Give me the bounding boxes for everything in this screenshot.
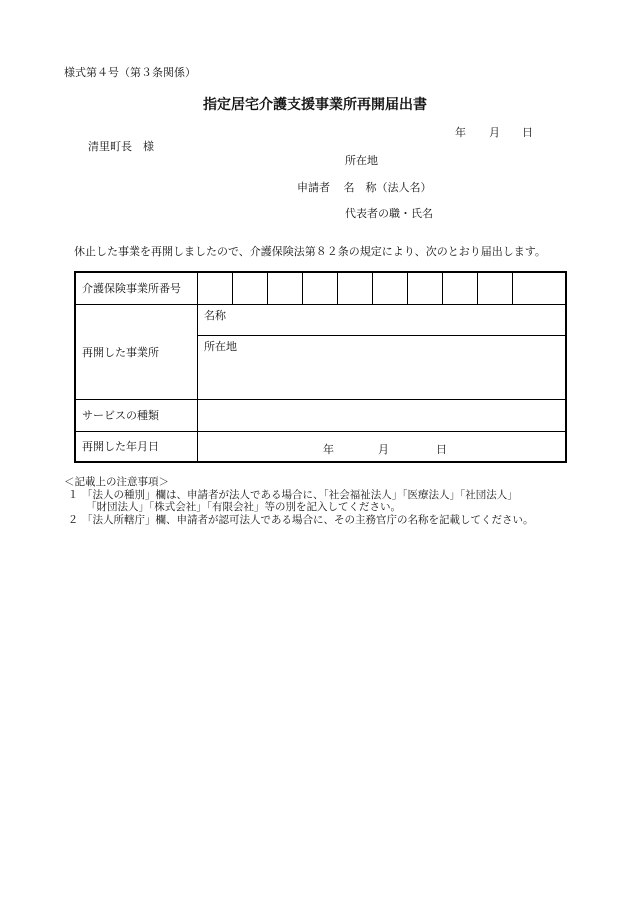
note-item <box>64 501 534 514</box>
reopened-office-label: 再開した事業所 <box>75 304 198 399</box>
note-item <box>64 514 534 527</box>
note-text: 「財団法人」「株式会社」「有限会社」等の別を記入してください。 <box>86 501 401 513</box>
service-type-label: サービスの種類 <box>75 399 198 431</box>
reopened-office-row <box>75 304 566 399</box>
date-month-label: 月 <box>489 126 500 139</box>
reopen-form-table <box>74 271 567 463</box>
note-text: 「法人所轄庁」欄、申請者が認可法人である場合に、その主務官庁の名称を記載してください。 <box>82 513 534 526</box>
office-address-label: 所在地 <box>204 339 237 353</box>
note-number <box>64 501 82 514</box>
reopen-date-field[interactable] <box>198 431 567 462</box>
applicant-address-label: 所在地 <box>345 154 378 167</box>
office-number-digit-3[interactable] <box>268 272 303 304</box>
office-number-digit-4[interactable] <box>303 272 338 304</box>
document-title: 指定居宅介護支援事業所再開届出書 <box>203 97 427 113</box>
note-text: 「法人の種別」欄は、申請者が法人である場合に、「社会福祉法人」「医療法人」「社団法人」 <box>82 488 518 501</box>
date-day-label: 日 <box>522 126 533 139</box>
body-text: 休止した事業を再開しましたので、介護保険法第８２条の規定により、次のとおり届出します。 <box>74 245 546 258</box>
applicant-block <box>297 179 432 195</box>
office-number-label: 介護保険事業所番号 <box>75 272 198 304</box>
form-number: 様式第４号（第３条関係） <box>64 66 196 79</box>
addressee: 清里町長 様 <box>88 140 154 153</box>
service-type-field[interactable] <box>198 399 567 431</box>
reopen-month-label: 月 <box>378 442 389 456</box>
date-year-label: 年 <box>455 126 466 139</box>
reopen-date-label: 再開した年月日 <box>75 431 198 462</box>
note-number: ２ <box>67 513 79 526</box>
service-type-row <box>75 399 566 431</box>
applicant-label: 申請者 <box>297 181 330 194</box>
office-number-digit-1[interactable] <box>198 272 233 304</box>
reopened-office-cell <box>198 304 567 399</box>
office-number-row <box>75 272 566 304</box>
office-number-digit-7[interactable] <box>408 272 443 304</box>
notes-section <box>64 476 534 526</box>
reopen-day-label: 日 <box>436 442 447 456</box>
office-name-label: 名称 <box>204 308 226 322</box>
notes-heading: ＜記載上の注意事項＞ <box>64 476 169 488</box>
office-number-digit-2[interactable] <box>233 272 268 304</box>
office-name-field[interactable] <box>198 305 565 336</box>
note-item <box>64 489 534 502</box>
office-number-digit-10[interactable] <box>513 272 566 304</box>
office-number-digit-5[interactable] <box>338 272 373 304</box>
reopen-year-label: 年 <box>323 442 334 456</box>
representative-label: 代表者の職・氏名 <box>345 207 433 220</box>
office-number-digit-8[interactable] <box>443 272 478 304</box>
office-address-field[interactable] <box>198 336 565 399</box>
applicant-name-label: 名 称（法人名） <box>343 181 432 194</box>
office-number-digit-9[interactable] <box>478 272 513 304</box>
office-number-digit-6[interactable] <box>373 272 408 304</box>
note-number: １ <box>67 488 79 501</box>
reopen-date-row <box>75 431 566 462</box>
